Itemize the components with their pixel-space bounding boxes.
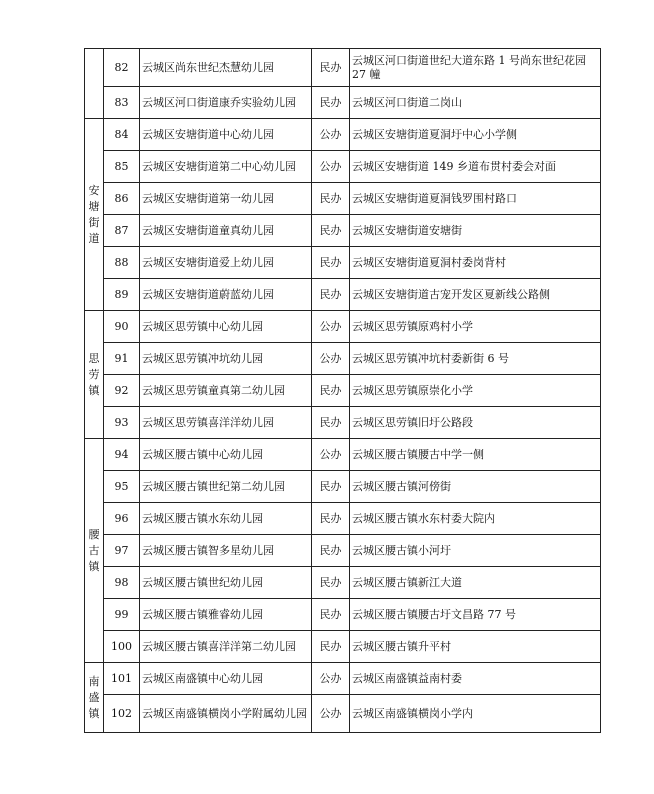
kindergarten-address: 云城区腰古镇小河圩 [350,535,601,567]
kindergarten-address: 云城区腰古镇水东村委大院内 [350,503,601,535]
row-number: 100 [104,631,140,663]
kindergarten-address: 云城区思劳镇原崇化小学 [350,375,601,407]
town-name: 安塘街道 [88,183,100,245]
row-number: 97 [104,535,140,567]
kindergarten-name: 云城区腰古镇世纪第二幼儿园 [140,471,312,503]
kindergarten-address: 云城区思劳镇旧圩公路段 [350,407,601,439]
kindergarten-name: 云城区河口街道康乔实验幼儿园 [140,87,312,119]
table-row [85,247,601,279]
kindergarten-address: 云城区腰古镇升平村 [350,631,601,663]
table-row [85,343,601,375]
row-number: 86 [104,183,140,215]
table-row [85,599,601,631]
row-number: 88 [104,247,140,279]
kindergarten-address: 云城区思劳镇冲坑村委新街 6 号 [350,343,601,375]
kindergarten-address: 云城区腰古镇新江大道 [350,567,601,599]
kindergarten-address: 云城区南盛镇益南村委 [350,663,601,695]
kindergarten-name: 云城区腰古镇喜洋洋第二幼儿园 [140,631,312,663]
kindergarten-name: 云城区安塘街道中心幼儿园 [140,119,312,151]
ownership-type: 民办 [312,279,350,311]
table-row [85,535,601,567]
ownership-type: 民办 [312,599,350,631]
row-number: 93 [104,407,140,439]
row-number: 96 [104,503,140,535]
ownership-type: 民办 [312,503,350,535]
kindergarten-name: 云城区尚东世纪杰慧幼儿园 [140,49,312,87]
table-row [85,407,601,439]
town-cell [85,311,104,439]
town-cell [85,663,104,733]
kindergarten-name: 云城区思劳镇中心幼儿园 [140,311,312,343]
ownership-type: 民办 [312,471,350,503]
kindergarten-name: 云城区腰古镇中心幼儿园 [140,439,312,471]
table-body [85,49,601,733]
row-number: 89 [104,279,140,311]
kindergarten-table [84,48,601,733]
kindergarten-name: 云城区思劳镇冲坑幼儿园 [140,343,312,375]
kindergarten-name: 云城区南盛镇中心幼儿园 [140,663,312,695]
kindergarten-address: 云城区河口街道二岗山 [350,87,601,119]
table-row [85,439,601,471]
row-number: 85 [104,151,140,183]
ownership-type: 民办 [312,407,350,439]
table-row [85,87,601,119]
ownership-type: 民办 [312,183,350,215]
kindergarten-name: 云城区南盛镇横岗小学附属幼儿园 [140,695,312,733]
ownership-type: 民办 [312,215,350,247]
kindergarten-address: 云城区安塘街道安塘街 [350,215,601,247]
row-number: 102 [104,695,140,733]
ownership-type: 民办 [312,535,350,567]
row-number: 87 [104,215,140,247]
ownership-type: 公办 [312,439,350,471]
table-row [85,631,601,663]
kindergarten-address: 云城区安塘街道夏洞圩中心小学侧 [350,119,601,151]
kindergarten-address: 云城区安塘街道夏洞村委岗背村 [350,247,601,279]
ownership-type: 民办 [312,87,350,119]
kindergarten-name: 云城区思劳镇喜洋洋幼儿园 [140,407,312,439]
town-name: 南盛镇 [88,674,100,720]
ownership-type: 公办 [312,119,350,151]
kindergarten-address: 云城区腰古镇河傍街 [350,471,601,503]
town-cell [85,119,104,311]
kindergarten-name: 云城区腰古镇世纪幼儿园 [140,567,312,599]
kindergarten-name: 云城区腰古镇水东幼儿园 [140,503,312,535]
row-number: 83 [104,87,140,119]
table-row [85,567,601,599]
row-number: 101 [104,663,140,695]
ownership-type: 公办 [312,151,350,183]
kindergarten-name: 云城区腰古镇雅睿幼儿园 [140,599,312,631]
kindergarten-address: 云城区安塘街道夏洞钱罗围村路口 [350,183,601,215]
row-number: 90 [104,311,140,343]
row-number: 94 [104,439,140,471]
table-row [85,695,601,733]
town-name: 腰古镇 [88,527,100,573]
town-cell [85,49,104,119]
kindergarten-name: 云城区思劳镇童真第二幼儿园 [140,375,312,407]
ownership-type: 民办 [312,567,350,599]
kindergarten-address: 云城区腰古镇腰古圩文昌路 77 号 [350,599,601,631]
ownership-type: 公办 [312,343,350,375]
table-row [85,49,601,87]
town-name: 思劳镇 [88,351,100,397]
kindergarten-name: 云城区安塘街道童真幼儿园 [140,215,312,247]
table-row [85,119,601,151]
table-row [85,663,601,695]
ownership-type: 公办 [312,311,350,343]
kindergarten-name: 云城区安塘街道第二中心幼儿园 [140,151,312,183]
table-row [85,375,601,407]
row-number: 84 [104,119,140,151]
table-row [85,215,601,247]
row-number: 92 [104,375,140,407]
ownership-type: 公办 [312,663,350,695]
kindergarten-address: 云城区安塘街道古宠开发区夏新线公路侧 [350,279,601,311]
ownership-type: 民办 [312,247,350,279]
table-row [85,311,601,343]
kindergarten-name: 云城区安塘街道蔚蓝幼儿园 [140,279,312,311]
kindergarten-name: 云城区腰古镇智多星幼儿园 [140,535,312,567]
table-row [85,471,601,503]
kindergarten-address: 云城区南盛镇横岗小学内 [350,695,601,733]
ownership-type: 民办 [312,49,350,87]
table-row [85,503,601,535]
table-row [85,151,601,183]
kindergarten-address: 云城区河口街道世纪大道东路 1 号尚东世纪花园 27 幢 [350,49,601,87]
town-cell [85,439,104,663]
row-number: 91 [104,343,140,375]
ownership-type: 民办 [312,631,350,663]
table-row [85,279,601,311]
row-number: 99 [104,599,140,631]
kindergarten-address: 云城区思劳镇原鸡村小学 [350,311,601,343]
kindergarten-name: 云城区安塘街道第一幼儿园 [140,183,312,215]
ownership-type: 民办 [312,375,350,407]
row-number: 98 [104,567,140,599]
row-number: 95 [104,471,140,503]
row-number: 82 [104,49,140,87]
kindergarten-name: 云城区安塘街道爱上幼儿园 [140,247,312,279]
kindergarten-address: 云城区安塘街道 149 乡道布贯村委会对面 [350,151,601,183]
ownership-type: 公办 [312,695,350,733]
table-row [85,183,601,215]
kindergarten-address: 云城区腰古镇腰古中学一侧 [350,439,601,471]
